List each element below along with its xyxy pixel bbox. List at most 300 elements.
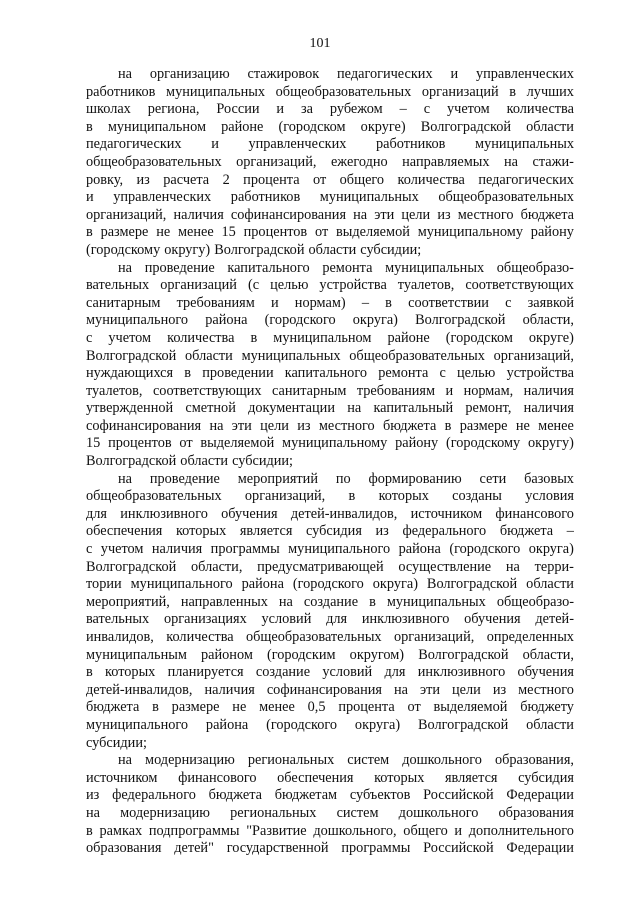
word: управленческих	[113, 189, 212, 206]
word: образования	[498, 804, 574, 821]
word: из	[86, 787, 100, 804]
word: процента	[243, 171, 300, 188]
word: дошкольного,	[313, 822, 397, 839]
word: 0,5	[307, 699, 326, 716]
word: с	[423, 101, 431, 118]
word: предусматривающей	[257, 558, 384, 575]
word: соответствующих	[152, 382, 262, 399]
text-line	[86, 172, 574, 190]
word: финансового	[495, 505, 574, 522]
word: (городскому	[445, 435, 521, 452]
word: софинансирования	[266, 681, 382, 698]
text-line	[86, 647, 574, 665]
word: региона,	[147, 101, 200, 118]
word: дошкольного	[398, 804, 479, 821]
word: осуществление	[398, 558, 492, 575]
word: общеобразовательных	[438, 189, 574, 206]
word: обучения	[464, 611, 521, 628]
word: местного	[518, 681, 574, 698]
word: наличия	[523, 400, 574, 417]
text-line	[86, 365, 574, 383]
word: округа)	[372, 576, 418, 593]
word: и	[86, 189, 94, 206]
text-line	[86, 787, 574, 805]
word: вательных	[86, 611, 150, 628]
word: по	[335, 470, 351, 487]
word: инклюзивного	[361, 611, 450, 628]
text-line	[86, 119, 574, 137]
word: ровку,	[86, 171, 124, 188]
word: Волгоградской	[86, 347, 177, 364]
word: Федерации	[506, 840, 574, 857]
word: округа)	[354, 716, 401, 733]
text-line	[86, 699, 574, 717]
word: Российской	[423, 840, 494, 857]
word: проведение	[149, 470, 220, 487]
word: от	[314, 224, 329, 241]
word: 2	[222, 171, 230, 188]
word: цели	[452, 681, 481, 698]
text-line	[86, 453, 574, 471]
word: целью	[457, 365, 496, 382]
word: на	[118, 752, 132, 769]
text-line	[86, 330, 574, 348]
word: детей-инвалидов,	[86, 681, 193, 698]
word: которых	[105, 664, 156, 681]
word: дошкольного	[402, 752, 482, 769]
word: и	[445, 382, 454, 399]
word: на	[353, 206, 368, 223]
word: организаций,	[236, 153, 317, 170]
text-line	[86, 682, 574, 700]
word: в	[509, 83, 517, 100]
word: условия	[525, 488, 574, 505]
word: округу)	[527, 435, 574, 452]
word: области,	[522, 646, 574, 663]
word: созданы	[452, 488, 502, 505]
word: инвалидов,	[86, 629, 154, 645]
word: обеспечения	[86, 523, 163, 540]
word: округом)	[349, 646, 405, 663]
word: 15	[221, 224, 236, 241]
word: стажировок	[247, 66, 320, 82]
word: на	[347, 400, 362, 417]
word: в	[86, 118, 93, 135]
word: детей-	[535, 611, 574, 628]
word: муниципальном	[107, 118, 207, 135]
word: бюджета	[382, 417, 437, 434]
word: Волгоградской	[418, 646, 509, 663]
word: области	[185, 347, 233, 364]
text-line	[86, 242, 574, 260]
text-line	[86, 752, 574, 770]
word: района	[205, 716, 249, 733]
text-line	[86, 435, 574, 453]
text-line	[86, 805, 574, 823]
word: общеобразовательных	[86, 153, 222, 170]
word: (городским	[266, 646, 336, 663]
word: направленных	[180, 593, 268, 610]
word: педагогических	[478, 171, 574, 188]
word: бюджета	[86, 699, 140, 716]
paragraph	[86, 752, 574, 858]
word: финансового	[178, 769, 257, 786]
text-line	[86, 348, 574, 366]
word: организациях	[163, 611, 247, 628]
word: общеобразовательных	[86, 488, 222, 505]
word: обучения	[517, 664, 574, 681]
word: ремонта	[378, 365, 429, 382]
word: выделяемой	[336, 224, 410, 241]
word: на	[209, 417, 224, 434]
word: бюджета	[499, 523, 554, 540]
word: с	[439, 365, 446, 382]
word: из	[437, 206, 451, 223]
word: учетом	[447, 101, 490, 118]
word: обеспечения	[277, 769, 354, 786]
word: наличия	[523, 382, 574, 399]
word: и	[276, 101, 285, 118]
word: документации	[248, 400, 335, 417]
word: 15	[86, 435, 101, 452]
word: муниципальных	[241, 347, 341, 364]
word: эти	[419, 681, 441, 698]
word: в	[152, 699, 159, 716]
word: муниципальных	[386, 593, 486, 610]
word: цели	[260, 417, 289, 434]
word: общего	[403, 822, 448, 839]
text-line	[86, 541, 574, 559]
text-line	[86, 840, 574, 858]
word: области	[180, 453, 229, 470]
word: рамках	[99, 822, 143, 839]
text-line	[86, 277, 574, 295]
text-line	[86, 523, 574, 541]
word: соответствии	[408, 294, 489, 311]
word: ежегодно	[330, 153, 388, 170]
word: районе	[221, 118, 264, 135]
word: проведение	[144, 259, 215, 276]
word: капитальный	[373, 400, 454, 417]
word: процентов	[243, 224, 308, 241]
word: менее	[538, 417, 574, 434]
word: программы	[341, 840, 411, 857]
word: менее	[177, 224, 214, 241]
word: является	[239, 523, 293, 540]
word: педагогических	[337, 66, 433, 82]
word: субсидия	[306, 523, 362, 540]
paragraph	[86, 260, 574, 471]
word: организаций,	[493, 347, 574, 364]
word: (городском	[278, 118, 346, 135]
word: обучения	[221, 505, 278, 522]
word: источником	[410, 505, 483, 522]
word: из	[297, 417, 311, 434]
word: нормам,	[463, 382, 514, 399]
word: организаций,	[244, 488, 326, 505]
word: Федерации	[506, 787, 574, 804]
text-line	[86, 136, 574, 154]
word: муниципального	[86, 716, 189, 733]
text-line	[86, 418, 574, 436]
word: программы	[210, 541, 280, 558]
word: за	[301, 101, 313, 118]
word: (городскому	[86, 241, 161, 258]
word: санитарным	[272, 382, 347, 399]
word: сети	[479, 470, 507, 487]
word: образования,	[494, 752, 574, 769]
word: заявкой	[527, 294, 574, 311]
text-line	[86, 506, 574, 524]
word: утвержденной	[86, 400, 174, 417]
text-line	[86, 735, 574, 753]
word: туалетов,	[86, 382, 143, 399]
word: наличия	[204, 681, 255, 698]
word: тории	[86, 576, 122, 593]
text-line	[86, 189, 574, 207]
text-line	[86, 471, 574, 489]
word: количества	[397, 171, 465, 188]
word: области	[308, 241, 357, 258]
word: не	[232, 699, 247, 716]
word: муниципального	[288, 541, 391, 558]
word: с	[86, 541, 93, 558]
word: субсидия	[518, 769, 574, 786]
word: с	[86, 329, 93, 346]
word: округу)	[164, 241, 211, 258]
word: инклюзивного	[417, 664, 506, 681]
word: для	[326, 611, 348, 628]
word: проведении	[202, 365, 274, 382]
text-line	[86, 594, 574, 612]
word: устройства	[506, 365, 574, 382]
word: (городского	[292, 576, 364, 593]
word: из	[136, 171, 150, 188]
word: России	[216, 101, 260, 118]
word: области	[526, 118, 574, 135]
word: устройства	[319, 277, 387, 294]
word: области	[526, 716, 574, 733]
word: субсидии;	[86, 734, 147, 751]
word: от	[407, 699, 421, 716]
word: организаций,	[393, 629, 475, 645]
word: планируется	[167, 664, 244, 681]
word: детей"	[174, 840, 214, 857]
word: организацию	[149, 66, 230, 82]
word: Волгоградской	[426, 576, 518, 593]
word: базовых	[524, 470, 574, 487]
word: местного	[457, 206, 514, 223]
word: муниципального	[86, 312, 189, 329]
word: терри-	[534, 558, 574, 575]
word: на	[118, 470, 132, 487]
word: выделяемой	[200, 435, 275, 452]
word: систем	[336, 804, 379, 821]
paragraph	[86, 471, 574, 753]
word: округа)	[352, 312, 398, 329]
text-line	[86, 154, 574, 172]
text-line	[86, 84, 574, 102]
word: источником	[86, 769, 158, 786]
word: государственной	[226, 840, 329, 857]
text-line	[86, 823, 574, 841]
word: учетом	[100, 541, 144, 558]
text-line	[86, 66, 574, 84]
text-line	[86, 664, 574, 682]
word: субсидии;	[232, 453, 294, 470]
word: (городского	[266, 716, 338, 733]
word: количества	[166, 629, 234, 645]
word: общеобразовательных	[349, 347, 485, 364]
word: соответствующих	[465, 277, 574, 294]
word: Волгоградской	[417, 716, 509, 733]
word: муниципальному	[417, 224, 523, 241]
word: процента	[338, 699, 395, 716]
word: количества	[167, 329, 235, 346]
word: муниципальных	[385, 259, 485, 276]
word: процентов	[108, 435, 172, 452]
word: эти	[374, 206, 395, 223]
word: вательных	[86, 277, 150, 294]
word: района	[205, 312, 248, 329]
word: федерального	[402, 523, 487, 540]
text-line	[86, 488, 574, 506]
word: условий	[322, 664, 373, 681]
word: муниципальных	[475, 136, 574, 153]
word: бюджетам	[274, 787, 338, 804]
word: в	[369, 593, 376, 610]
word: Российской	[423, 787, 494, 804]
document-body	[86, 66, 574, 858]
word: и	[270, 294, 279, 311]
word: софинансирования	[86, 417, 202, 434]
word: местного	[318, 417, 375, 434]
word: области	[526, 576, 574, 593]
word: "Развитие	[246, 822, 307, 839]
word: на	[118, 66, 132, 82]
word: –	[361, 294, 369, 311]
word: (городского	[264, 312, 336, 329]
word: бюджета	[520, 206, 574, 223]
word: Волгоградской	[415, 312, 506, 329]
word: управленческих	[475, 66, 574, 82]
word: бюджету	[520, 699, 574, 716]
word: размере	[171, 699, 220, 716]
word: –	[566, 523, 574, 540]
word: районе	[387, 329, 430, 346]
word: района	[398, 541, 441, 558]
word: округе)	[360, 118, 406, 135]
word: в	[385, 294, 392, 311]
text-line	[86, 207, 574, 225]
word: которых	[175, 523, 227, 540]
word: организаций,	[86, 206, 167, 223]
word: Волгоградской	[86, 453, 177, 470]
word: образования	[86, 840, 162, 857]
word: организаций	[421, 83, 499, 100]
word: и	[211, 136, 219, 153]
word: выделяемой	[433, 699, 508, 716]
word: на	[278, 593, 293, 610]
word: на	[504, 153, 519, 170]
word: сметной	[185, 400, 236, 417]
word: создание	[255, 664, 311, 681]
word: капитального	[284, 365, 367, 382]
word: из	[492, 681, 507, 698]
text-line	[86, 312, 574, 330]
word: является	[444, 769, 498, 786]
word: требованиям	[176, 294, 255, 311]
word: систем	[347, 752, 390, 769]
text-line	[86, 295, 574, 313]
word: условий	[261, 611, 312, 628]
word: педагогических	[86, 136, 182, 153]
word: модернизацию	[145, 752, 235, 769]
word: районом	[201, 646, 253, 663]
word: инклюзивного	[120, 505, 208, 522]
word: району	[395, 435, 439, 452]
text-line	[86, 717, 574, 735]
word: работников	[230, 189, 301, 206]
word: с	[505, 294, 512, 311]
word: нуждающихся	[86, 365, 174, 382]
word: на	[505, 558, 520, 575]
word: общеобразовательных	[275, 83, 412, 100]
word: региональных	[247, 752, 335, 769]
word: муниципальных	[166, 83, 266, 100]
word: общего	[339, 171, 385, 188]
word: дополнительного	[468, 822, 574, 839]
text-line	[86, 559, 574, 577]
word: подпрограммы	[148, 822, 240, 839]
word: (городского	[449, 541, 521, 558]
page-number: 101	[309, 36, 331, 51]
word: на	[393, 681, 408, 698]
word: не	[156, 224, 171, 241]
word: муниципальном	[273, 329, 372, 346]
word: федерального	[112, 787, 196, 804]
word: района	[241, 576, 284, 593]
word: муниципальному	[282, 435, 388, 452]
word: и	[454, 822, 463, 839]
word: санитарным	[86, 294, 161, 311]
word: которых	[374, 769, 425, 786]
word: району	[530, 224, 574, 241]
word: округе)	[528, 329, 574, 346]
word: рубежом	[329, 101, 383, 118]
text-line	[86, 576, 574, 594]
word: создание	[303, 593, 359, 610]
word: целью	[270, 277, 309, 294]
word: муниципального	[130, 576, 233, 593]
word: лучших	[526, 83, 574, 100]
word: стажи-	[532, 153, 574, 170]
word: мероприятий	[237, 470, 318, 487]
word: общеобразовательных	[245, 629, 382, 645]
word: организаций	[160, 277, 237, 294]
word: в	[184, 365, 192, 382]
text-line	[86, 224, 574, 242]
word: мероприятий,	[86, 593, 170, 610]
word: субсидии;	[360, 241, 422, 258]
word: размере	[459, 417, 508, 434]
word: нормам)	[294, 294, 346, 311]
paragraph	[86, 66, 574, 260]
word: Волгоградской	[86, 558, 177, 575]
word: определенных	[486, 629, 574, 645]
word: размере	[100, 224, 149, 241]
word: субъектов	[349, 787, 411, 804]
